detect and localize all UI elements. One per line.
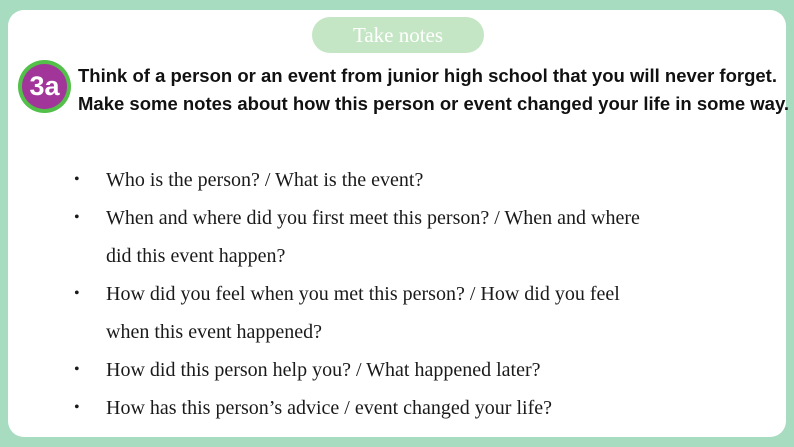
question-text: When and where did you first meet this person? / When and where	[106, 207, 640, 229]
list-item	[70, 389, 770, 427]
question-text-continued: did this event happen?	[106, 245, 286, 267]
question-text: How did you feel when you met this person? / How did you feel	[106, 283, 620, 305]
question-text: How has this person’s advice / event changed your life?	[106, 397, 552, 419]
question-list	[70, 161, 770, 427]
bullet: •	[74, 209, 80, 226]
exercise-number: 3a	[22, 64, 67, 109]
list-item	[70, 275, 770, 351]
take-notes-tab[interactable]: Take notes	[312, 17, 484, 53]
question-text-continued: when this event happened?	[106, 321, 323, 343]
bullet: •	[74, 171, 80, 188]
instruction-text: Think of a person or an event from junior high school that you will never forget. Make some notes about how this person or event changed your life in some way.	[78, 65, 790, 114]
question-text: Who is the person? / What is the event?	[106, 169, 424, 191]
bullet: •	[74, 285, 80, 302]
bullet: •	[74, 361, 80, 378]
question-text: How did this person help you? / What happened later?	[106, 359, 541, 381]
list-item	[70, 199, 770, 275]
list-item	[70, 161, 770, 199]
list-item	[70, 351, 770, 389]
bullet: •	[74, 399, 80, 416]
exercise-badge	[18, 60, 71, 113]
